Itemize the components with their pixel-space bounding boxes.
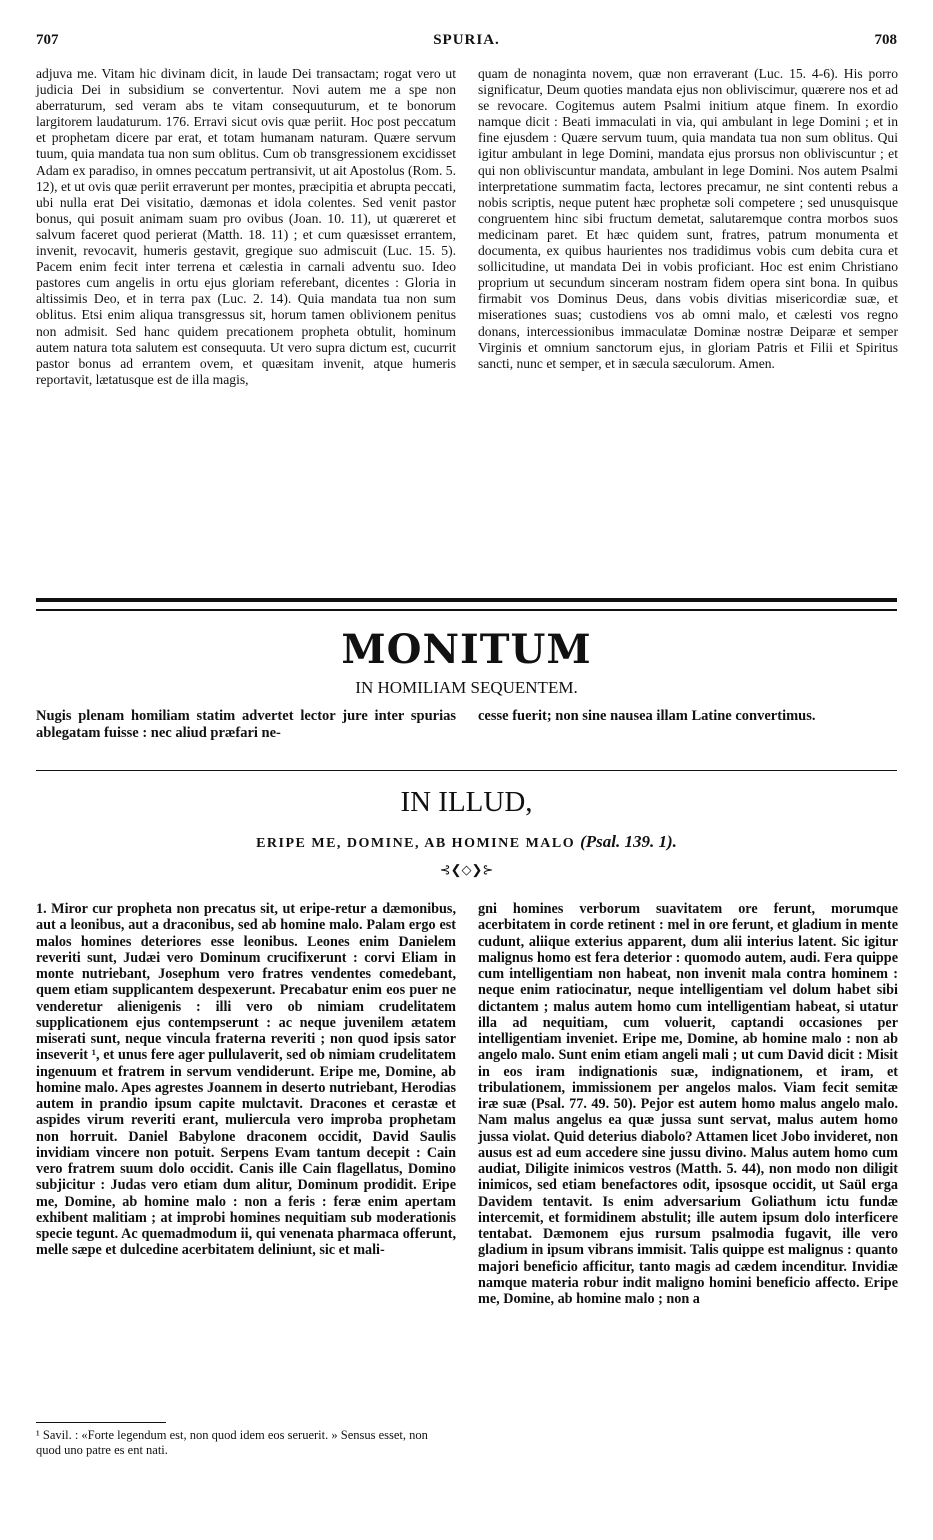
monitum-left-column [36,708,456,742]
page-number-right: 708 [874,32,897,48]
bottom-right-column [478,901,898,1307]
top-right-text: quam de nonaginta novem, quæ non erraverant (Luc. 15. 4-6). His porro significatur, Deum quoties mandata ejus non obliviscimur, quærere nos et ad se revocare. Cogitemus autem Psalmi initium atque finem. In exordio namque dicit : Beati immaculati in via, qui ambulant in lege Domini ; et in fine ejusdem : Quære servum tuum, quia mandata tua non sum oblitus. Qui igitur ambulant in lege Domini, mandata ejus prorsus non obliviscuntur ; et qui non obliviscuntur mandata, ambulant in lege Domini. Nos autem Psalmi interpretatione summatim facta, lectores precamur, ne sint contenti rebus a nobis scriptis, neque putent hæc prophetæ soli competere ; sed unusquisque congruentem hinc sibi fructum demetat, salutaremque contra morbos suos medicinam paret. Et hæc quidem sunt, fratres, patrum monumenta et documenta, ex quibus haurientes nos tradidimus vobis cum debita cura et sollicitudine, ut mandata Dei in vobis proficiant. Hoc est enim Christiano proprium ut secundum sinceram nostram fidem opera sint bona. In quibus firmabit vos Dominus Deus, dans vobis divitias misericordiæ suæ, et miserationes suas; custodiens vos ab omni malo, et cælesti vos regno donans, intercessionibus immaculatæ Dominæ nostræ Deiparæ et semper Virginis et omnium sanctorum ejus, in gloriam Patris et Filii et Spiritus sancti, nunc et semper, et in sæcula sæculorum. Amen. [478,66,898,371]
homily-subtitle-text: ERIPE ME, DOMINE, AB HOMINE MALO [256,836,576,851]
monitum-bottom-rule [36,770,897,771]
footnote: ¹ Savil. : «Forte legendum est, non quod idem eos seruerit. » Sensus esset, non quod uno patre es ent nati. [36,1428,428,1457]
running-header [36,32,897,54]
top-left-text: adjuva me. Vitam hic divinam dicit, in laude Dei transactam; rogat vero ut judicia Dei in subsidium se convertentur. Novi autem me a spe non aberraturum, sed veram abs te vitam consequuturum, et te bonorum largitorem laudaturum. 176. Erravi sicut ovis quæ periit. Hoc post peccatum et prophetam dicere par erat, et totam humanam naturam. Quære servum tuum, quia mandata tua non sum oblitus. Cum ob transgressionem excidisset Adam ex paradiso, in omnes peccatum pertransivit, ut ait Apostolus (Rom. 5. 12), et ut ovis quæ periit erraverunt per montes, præcipitia et abrupta peccati, ubi nulla erat Dei visitatio, dæmonas et idola colentes. Sed venit pastor bonus, qui posuit animam suam pro ovibus (Joan. 10. 11), ut quæreret et salvum faceret quod perierat (Matth. 18. 11) ; et cum quæsisset errantem, invenit, revocavit, humeris gestavit, gregique suo admiscuit (Luc. 15. 5). Pacem enim fecit inter terrena et cælestia in carnali adventu suo. Ideo pastores cum angelis in ortu ejus gloriam referebant, dicentes : Gloria in altissimis Deo, et in terra pax (Luc. 2. 14). Quia mandata tua non sum oblitus. Etsi enim aliqua transgressus sit, horum tamen oblivionem penitus non admisit. Sed hanc quidem precationem propheta obtulit, hominum autem natura tota salutem est consequuta. Ut vero supra dictum est, cucurrit pastor bonus ad errantem ovem, et quæsitam invenit, atque humeris reportavit, lætatusque est de illa magis, [36,66,456,387]
monitum-subtitle: IN HOMILIAM SEQUENTEM. [355,678,578,697]
monitum-title: MONITUM [341,626,592,673]
bottom-right-text: gni homines verborum suavitatem ore ferunt, morumque acerbitatem in corde retinent : mel in ore ferunt, et gladium in mente cudunt, aliique exterius apparent, dum alii interius latent. Sic igitur malignus homo est fera deterior : quomodo autem, audi. Fera quippe cum intelligentiam non habeat, non invenit mala contra hominem : neque enim ratiocinatur, neque intelligentiam vel dolum habet sibi dictantem ; malus autem homo cum intelligentiam habeat, si utatur illa ad nequitiam, cum voluerit, captandi occasiones per intelligentiam inveniet. Eripe me, Domine, ab homine malo : non ab angelo malo. Sunt enim etiam angeli mali ; ut cum David dicit : Misit in eos iram indignationis suæ, indignationem, et iram, et tribulationem, immissionem per angelos malos. Viam fecit semitæ iræ suæ (Psal. 77. 49. 50). Pejor est autem homo malus angelo malo. Nam malus angelus ea quæ jussa sunt servat, malus autem homo jussa violat. Quid deterius diabolo? Attamen licet Jobo invideret, non ausus est ad eum accedere sine jussu divino. Malus autem homo cum audiat, Diligite inimicos vestros (Matth. 5. 44), non modo non diligit inimicos, sed etiam benefactores odit, ipsosque occidit, ut Saül erga Davidem tentavit. Is enim adversarium Goliathum ictu fundæ intercemit, et formidinem abstulit; ille autem ipsum dolo interficere tentabat. Dæmonem ejus rursum psalmodia fugavit, ille vero gladium in ipsum vibrans immisit. Talis quippe est malignus : quanto majori beneficio afficitur, tanto magis ad cædem incenditur. Invidiæ namque materia robur indit maligno homini beneficio affecto. Eripe me, Domine, ab homine malo ; non a [478,901,898,1307]
monitum-right-text: cesse fuerit; non sine nausea illam Latine convertimus. [478,708,816,724]
monitum-right-column [478,708,898,725]
page-number-left: 707 [36,32,59,48]
homily-reference: (Psal. 139. 1). [580,832,677,851]
ornament-icon: ⊰❮◇❯⊱ [439,862,494,877]
footnote-rule [36,1422,166,1423]
homily-subtitle [0,832,933,852]
top-left-column [36,66,456,388]
homily-title: IN ILLUD, [400,786,533,818]
top-right-column [478,66,898,372]
section-divider-double-rule [36,598,897,611]
bottom-left-column [36,901,456,1259]
monitum-left-text: Nugis plenam homiliam statim advertet lector jure inter spurias ablegatam fuisse : nec aliud præfari ne- [36,708,456,741]
bottom-left-text: 1. Miror cur propheta non precatus sit, ut eripe-retur a dæmonibus, aut a leonibus, aut a draconibus, sed ab homine malo. Palam ergo est malos homines deteriores esse leonibus. Leones enim Danielem reveriti sunt, Judæi vero Dominum crucifixerunt : corvi Eliam in monte nutriebant, Josephum vero fratres vendentes comedebant, quem etiam supplicantem despexerunt. Precabatur enim eos puer ne venderetur alienigenis : illi vero ob nimiam crudelitatem supplicationem ejus contempserunt : ac neque juvenilem ætatem miserati sunt, neque vincula fraterna reveriti ; non quod ipsis sator inseverit ¹, et unus fere ager pullulaverit, sed ob nimiam crudelitatem ingenuum et fratrem in servum vendiderunt. Eripe me, Domine, ab homine malo. Apes agrestes Joannem in deserto nutriebant, Herodias autem in prandio ipsum capite mulctavit. Dracones et cerastæ et aspides virum reveriti erant, muliercula vero improba prophetam non horruit. Daniel Babylone draconem occidit, David Saulis invidiam vincere non potuit. Serpens Evam tantum decepit : Cain vero fratrem suum dolo occidit. Canis ille Cain flagellatus, Domino subjicitur : Judas vero etiam dum alitur, Dominum prodidit. Eripe me, Domine, ab homine malo : non a feris : feræ enim apertam exhibent malitiam ; at improbi homines nequitiam sub moderationis specie tegunt. Ac quemadmodum ii, qui venenata pharmaca offerunt, melle sæpe et dulcedine acerbitatem deliniunt, sic et mali- [36,901,456,1259]
running-title: SPURIA. [433,32,500,48]
